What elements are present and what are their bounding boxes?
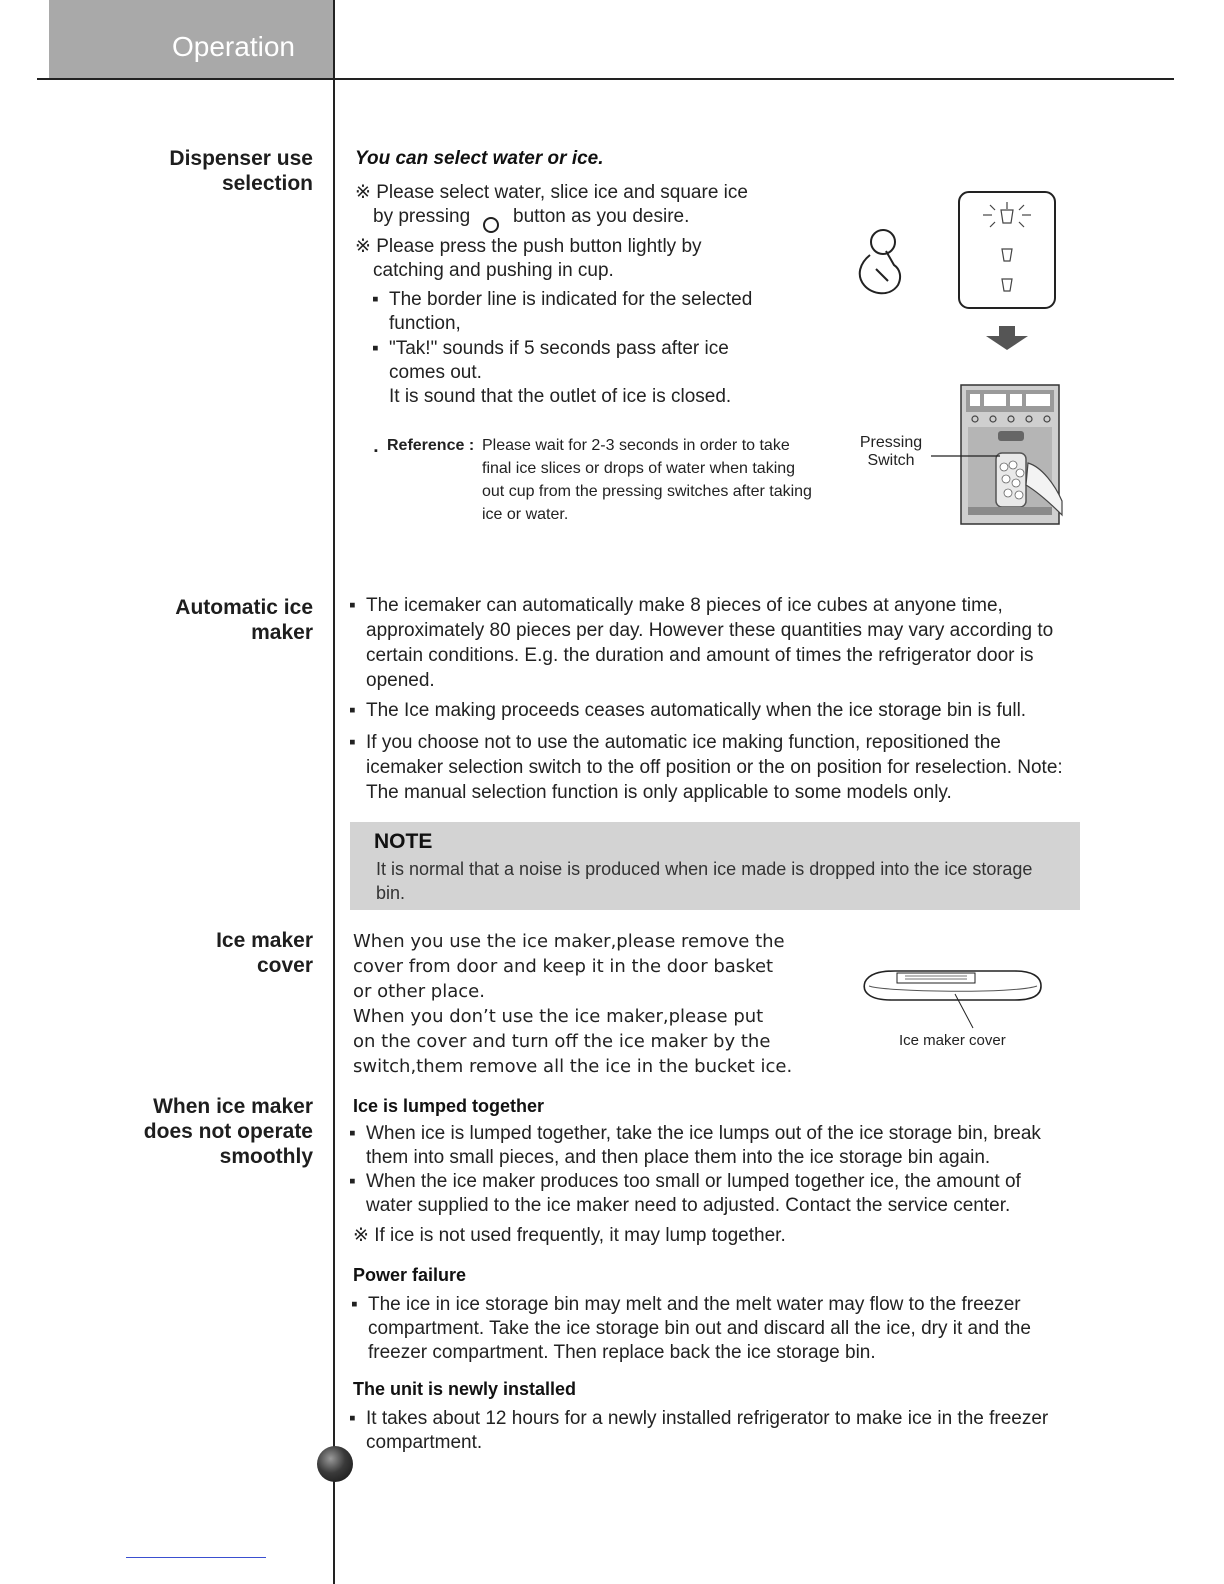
dispenser-subtitle: You can select water or ice. — [355, 148, 604, 169]
list-item-line: compartment. — [366, 1432, 483, 1453]
header-divider — [37, 78, 1174, 80]
section-title-line: Automatic ice — [175, 596, 313, 619]
reference-line: Please wait for 2-3 seconds in order to take — [482, 437, 790, 454]
list-item — [366, 593, 1053, 693]
dispenser-photo — [961, 385, 1062, 524]
dispenser-paragraph-1-line-1: ※ Please select water, slice ice and square ice — [355, 182, 748, 203]
list-item-line: icemaker selection switch to the off position or the on position for reselection. Note: — [366, 757, 1063, 778]
section-title-line: When ice maker — [153, 1095, 313, 1118]
subheading-lumped: Ice is lumped together — [353, 1096, 545, 1116]
list-item-line: certain conditions. E.g. the duration and amount of times the refrigerator door is — [366, 645, 1034, 666]
reference-bullet-icon: ▪ — [374, 445, 378, 457]
figure-label-line: Switch — [867, 452, 915, 469]
select-button-icon — [483, 217, 499, 233]
reference-label: Reference : — [387, 437, 475, 454]
finger-press-icon — [860, 230, 900, 293]
list-item — [366, 1170, 1021, 1218]
list-item-line: ▪ "Tak!" sounds if 5 seconds pass after ice — [389, 338, 729, 359]
dispenser-paragraph-2-line-2: catching and pushing in cup. — [373, 260, 614, 281]
footer-underline — [126, 1557, 266, 1558]
list-item-line: ▪ The Ice making proceeds ceases automatically when the ice storage bin is full. — [366, 700, 1027, 721]
note-text — [376, 857, 1076, 905]
cover-line: on the cover and turn off the ice maker by the — [353, 1031, 771, 1052]
column-divider — [333, 0, 335, 1584]
list-item — [389, 288, 752, 336]
list-item-line: The manual selection function is only applicable to some models only. — [366, 782, 952, 803]
list-item-line: ▪ The icemaker can automatically make 8 pieces of ice cubes at anyone time, — [366, 595, 1003, 616]
control-panel-icon — [959, 192, 1055, 308]
section-title-trouble — [144, 1094, 313, 1169]
list-item-line: function, — [389, 313, 461, 334]
cover-line: cover from door and keep it in the door basket — [353, 956, 774, 977]
cover-line: or other place. — [353, 981, 485, 1002]
subheading-newly-installed: The unit is newly installed — [353, 1379, 577, 1399]
cover-line: switch,them remove all the ice in the bucket ice. — [353, 1056, 793, 1077]
cover-instructions — [353, 929, 792, 1079]
section-title-automatic — [175, 595, 313, 645]
list-item — [366, 699, 1026, 723]
reference-line: out cup from the pressing switches after taking — [482, 483, 812, 500]
dispenser-illustration — [850, 185, 1070, 535]
ice-maker-cover-illustration — [855, 964, 1050, 1034]
subheading-power-failure: Power failure — [353, 1265, 467, 1285]
page-title: Operation — [172, 31, 295, 62]
pressing-switch-label — [858, 434, 924, 470]
list-item — [366, 1407, 1048, 1455]
reference-line: final ice slices or drops of water when taking — [482, 460, 796, 477]
list-item-line: It is sound that the outlet of ice is closed. — [389, 386, 732, 407]
list-item-line: comes out. — [389, 362, 482, 383]
list-item-line: compartment. Take the ice storage bin out and discard all the ice, dry it and the — [368, 1318, 1031, 1339]
reference-line: ice or water. — [482, 506, 569, 523]
list-item-line: them into small pieces, and then place them into the ice storage bin again. — [366, 1147, 991, 1168]
list-item-line: opened. — [366, 670, 435, 691]
ice-maker-cover-label: Ice maker cover — [899, 1032, 1006, 1049]
list-item-line: water supplied to the ice maker need to adjusted. Contact the service center. — [366, 1195, 1011, 1216]
page-marker-icon — [317, 1446, 353, 1482]
list-item — [389, 337, 731, 409]
section-title-line: maker — [251, 621, 313, 644]
list-item — [366, 1122, 1041, 1170]
section-title-cover — [216, 928, 313, 978]
arrow-down-icon — [986, 326, 1028, 350]
list-item-line: ▪ When ice is lumped together, take the ice lumps out of the ice storage bin, break — [366, 1123, 1041, 1144]
list-item-line: freezer compartment. Then replace back the ice storage bin. — [368, 1342, 876, 1363]
note-line: It is normal that a noise is produced when ice made is dropped into the ice storage — [376, 859, 1033, 879]
section-title-line: selection — [221, 172, 313, 195]
section-title-line: cover — [256, 954, 313, 977]
section-title-dispenser — [169, 146, 313, 196]
dispenser-paragraph-2-line-1: ※ Please press the push button lightly by — [355, 236, 702, 257]
section-title-line: Ice maker — [216, 929, 313, 952]
reference-text — [482, 434, 812, 526]
list-item-line: ▪ The border line is indicated for the selected — [389, 289, 753, 310]
list-item — [366, 730, 1063, 805]
cover-line: When you use the ice maker,please remove the — [353, 931, 785, 952]
note-title: NOTE — [374, 830, 433, 853]
section-title-line: does not operate — [143, 1120, 313, 1143]
section-title-line: Dispenser use — [169, 147, 313, 170]
list-item-line: approximately 80 pieces per day. However these quantities may vary according to — [366, 620, 1054, 641]
list-item-line: ▪ It takes about 12 hours for a newly installed refrigerator to make ice in the freezer — [366, 1408, 1049, 1429]
dispenser-paragraph-1-line-2a: by pressing — [373, 206, 471, 227]
cover-line: When you don’t use the ice maker,please put — [353, 1006, 764, 1027]
list-item — [368, 1293, 1031, 1365]
lumped-note: ※ If ice is not used frequently, it may lump together. — [353, 1225, 786, 1246]
section-title-line: smoothly — [219, 1145, 313, 1168]
note-line: bin. — [376, 883, 406, 903]
list-item-line: ▪ The ice in ice storage bin may melt and the melt water may flow to the freezer — [368, 1294, 1021, 1315]
figure-label-line: Pressing — [859, 434, 923, 451]
dispenser-paragraph-1-line-2b: button as you desire. — [513, 206, 690, 227]
list-item-line: ▪ When the ice maker produces too small or lumped together ice, the amount of — [366, 1171, 1021, 1192]
list-item-line: ▪ If you choose not to use the automatic ice making function, repositioned the — [366, 732, 1001, 753]
